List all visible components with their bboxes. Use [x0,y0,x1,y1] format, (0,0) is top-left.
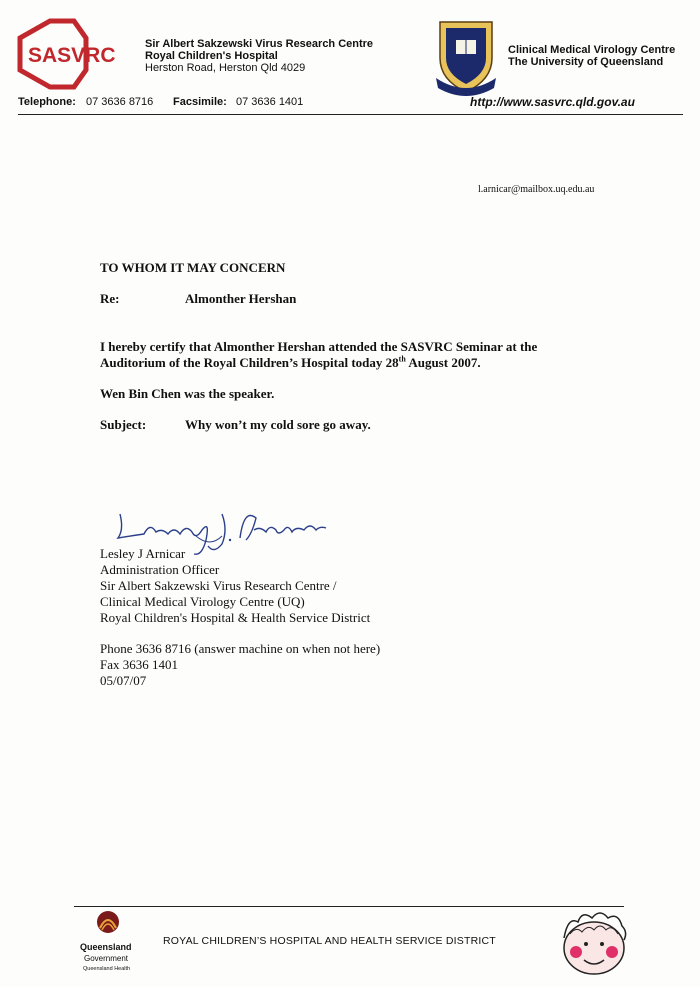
footer-district: ROYAL CHILDREN’S HOSPITAL AND HEALTH SERVICE DISTRICT [163,935,496,947]
re-name: Almonther Hershan [185,291,297,306]
telephone-number: 07 3636 8716 [86,96,154,108]
sasvrc-logo [16,18,140,90]
qld-line-2: Government [84,954,129,963]
header-rule [18,114,683,115]
subject-text: Why won’t my cold sore go away. [185,417,371,432]
qld-line-3: Queensland Health [83,966,131,972]
signatory-title: Administration Officer [100,562,220,577]
speaker-line: Wen Bin Chen was the speaker. [100,386,275,401]
queensland-government-logo [80,908,140,978]
letter-date: 05/07/07 [100,673,147,688]
website-url: http://www.sasvrc.qld.gov.au [470,95,635,109]
centre-name: Sir Albert Sakzewski Virus Research Centre [145,38,374,50]
contact-phone: Phone 3636 8716 (answer machine on when not here) [100,641,381,656]
footer-rule [74,906,624,907]
logo-text: SASVRC [28,44,116,67]
email-address: l.arnicar@mailbox.uq.edu.au [478,184,595,195]
signatory-org-1: Sir Albert Sakzewski Virus Research Centre / [100,578,337,593]
telephone-label: Telephone: [18,96,76,108]
signatory-org-2: Clinical Medical Virology Centre (UQ) [100,594,305,609]
fax-label: Facsimile: [173,96,227,108]
fax-number: 07 3636 1401 [236,96,304,108]
address: Herston Road, Herston Qld 4029 [145,62,306,74]
paragraph-line-2: Auditorium of the Royal Children’s Hospital today 28th August 2007. [100,354,481,370]
child-face-drawing-icon [556,908,630,978]
university-crest-icon [434,18,498,96]
right-university: The University of Queensland [508,56,664,68]
hospital-name: Royal Children's Hospital [145,50,278,62]
paragraph-line-1: I hereby certify that Almonther Hershan attended the SASVRC Seminar at the [100,339,538,354]
signatory-name: Lesley J Arnicar [100,546,186,561]
salutation: TO WHOM IT MAY CONCERN [100,260,286,275]
contact-fax: Fax 3636 1401 [100,657,178,672]
right-unit-name: Clinical Medical Virology Centre [508,44,676,56]
signatory-org-3: Royal Children's Hospital & Health Service District [100,610,371,625]
subject-label: Subject: [100,417,147,432]
qld-line-1: Queensland [80,942,132,952]
re-label: Re: [100,291,120,306]
